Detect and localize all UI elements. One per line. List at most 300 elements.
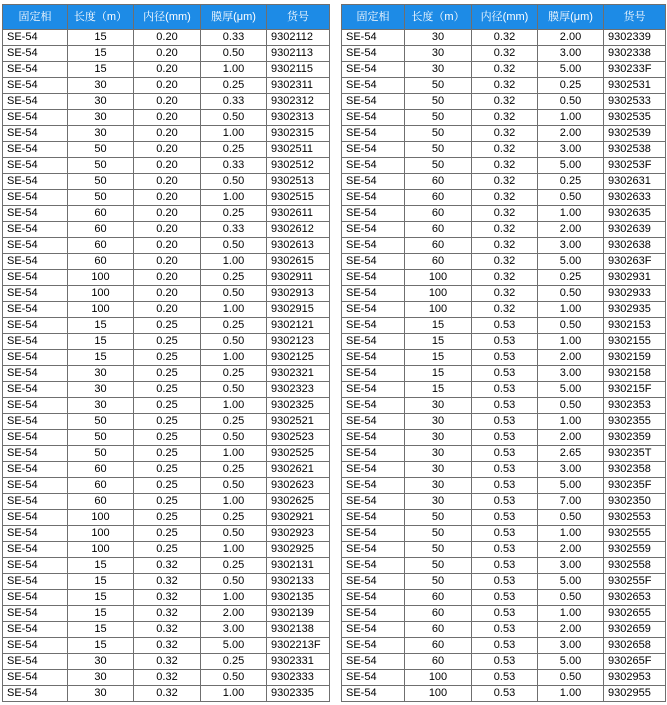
cell-stationary-phase: SE-54 [3, 238, 68, 254]
cell-stationary-phase: SE-54 [342, 590, 405, 606]
cell-stationary-phase: SE-54 [342, 414, 405, 430]
table-row [342, 206, 666, 222]
cell-catalog-number: 9302511 [267, 142, 330, 158]
table-row [342, 478, 666, 494]
cell-length: 15 [405, 350, 472, 366]
cell-length: 30 [405, 430, 472, 446]
cell-film-thickness: 0.25 [201, 510, 267, 526]
table-row [3, 30, 330, 46]
cell-catalog-number: 9302533 [604, 94, 666, 110]
cell-film-thickness: 5.00 [538, 574, 604, 590]
cell-film-thickness: 0.50 [201, 334, 267, 350]
cell-stationary-phase: SE-54 [342, 46, 405, 62]
table-row [3, 350, 330, 366]
cell-length: 30 [68, 366, 134, 382]
cell-stationary-phase: SE-54 [3, 494, 68, 510]
cell-inner-diameter: 0.53 [472, 526, 538, 542]
cell-length: 15 [68, 622, 134, 638]
cell-film-thickness: 0.50 [201, 670, 267, 686]
cell-length: 15 [68, 558, 134, 574]
header-length: 长度（m） [68, 5, 134, 30]
cell-film-thickness: 2.00 [538, 30, 604, 46]
table-row [342, 574, 666, 590]
header-stationary-phase: 固定相 [342, 5, 405, 30]
table-row [3, 318, 330, 334]
cell-catalog-number: 9302915 [267, 302, 330, 318]
cell-stationary-phase: SE-54 [342, 62, 405, 78]
cell-inner-diameter: 0.20 [134, 62, 201, 78]
table-row [342, 398, 666, 414]
table-row [3, 510, 330, 526]
cell-film-thickness: 0.50 [538, 94, 604, 110]
cell-inner-diameter: 0.32 [472, 238, 538, 254]
cell-inner-diameter: 0.20 [134, 270, 201, 286]
cell-length: 50 [405, 526, 472, 542]
cell-stationary-phase: SE-54 [3, 446, 68, 462]
cell-film-thickness: 1.00 [201, 254, 267, 270]
table-row [342, 542, 666, 558]
cell-catalog-number: 9302931 [604, 270, 666, 286]
table-row [3, 222, 330, 238]
cell-film-thickness: 0.50 [201, 286, 267, 302]
cell-length: 30 [68, 654, 134, 670]
cell-film-thickness: 1.00 [201, 494, 267, 510]
cell-film-thickness: 0.25 [201, 558, 267, 574]
cell-catalog-number: 9302633 [604, 190, 666, 206]
table-row [342, 318, 666, 334]
cell-catalog-number: 9302535 [604, 110, 666, 126]
table-row [342, 222, 666, 238]
cell-film-thickness: 0.50 [201, 574, 267, 590]
cell-film-thickness: 0.25 [201, 414, 267, 430]
cell-stationary-phase: SE-54 [3, 670, 68, 686]
table-row [3, 78, 330, 94]
cell-catalog-number: 9302512 [267, 158, 330, 174]
cell-length: 30 [405, 478, 472, 494]
cell-catalog-number: 9302338 [604, 46, 666, 62]
table-row [342, 462, 666, 478]
cell-inner-diameter: 0.25 [134, 446, 201, 462]
cell-inner-diameter: 0.25 [134, 478, 201, 494]
cell-catalog-number: 9302539 [604, 126, 666, 142]
table-row [342, 62, 666, 78]
cell-film-thickness: 5.00 [538, 478, 604, 494]
cell-film-thickness: 0.50 [538, 590, 604, 606]
cell-length: 50 [68, 190, 134, 206]
cell-film-thickness: 1.00 [538, 206, 604, 222]
cell-length: 60 [68, 222, 134, 238]
cell-catalog-number: 9302313 [267, 110, 330, 126]
table-row [342, 622, 666, 638]
cell-inner-diameter: 0.53 [472, 638, 538, 654]
table-row [342, 94, 666, 110]
cell-length: 100 [405, 670, 472, 686]
cell-stationary-phase: SE-54 [3, 62, 68, 78]
cell-inner-diameter: 0.20 [134, 110, 201, 126]
cell-film-thickness: 0.33 [201, 30, 267, 46]
table-row [3, 446, 330, 462]
cell-length: 50 [405, 126, 472, 142]
cell-film-thickness: 0.25 [538, 78, 604, 94]
cell-length: 15 [405, 334, 472, 350]
table-row [3, 110, 330, 126]
cell-length: 30 [405, 62, 472, 78]
cell-inner-diameter: 0.32 [472, 222, 538, 238]
cell-stationary-phase: SE-54 [3, 78, 68, 94]
cell-film-thickness: 7.00 [538, 494, 604, 510]
cell-film-thickness: 2.00 [538, 350, 604, 366]
cell-catalog-number: 9302615 [267, 254, 330, 270]
cell-film-thickness: 0.25 [201, 206, 267, 222]
cell-inner-diameter: 0.25 [134, 462, 201, 478]
cell-catalog-number: 9302659 [604, 622, 666, 638]
table-row [342, 270, 666, 286]
cell-stationary-phase: SE-54 [3, 478, 68, 494]
cell-catalog-number: 9302638 [604, 238, 666, 254]
cell-film-thickness: 1.00 [201, 446, 267, 462]
cell-film-thickness: 0.50 [538, 510, 604, 526]
cell-inner-diameter: 0.20 [134, 78, 201, 94]
cell-length: 60 [405, 254, 472, 270]
table-row [342, 334, 666, 350]
cell-length: 15 [405, 382, 472, 398]
cell-catalog-number: 9302131 [267, 558, 330, 574]
cell-catalog-number: 9302523 [267, 430, 330, 446]
table-row [342, 302, 666, 318]
table-row [3, 462, 330, 478]
cell-catalog-number: 9302315 [267, 126, 330, 142]
cell-catalog-number: 9302159 [604, 350, 666, 366]
cell-catalog-number: 9302513 [267, 174, 330, 190]
cell-stationary-phase: SE-54 [342, 542, 405, 558]
cell-stationary-phase: SE-54 [342, 270, 405, 286]
cell-stationary-phase: SE-54 [3, 174, 68, 190]
cell-catalog-number: 9302112 [267, 30, 330, 46]
cell-length: 60 [405, 174, 472, 190]
cell-catalog-number: 9302613 [267, 238, 330, 254]
table-row [342, 174, 666, 190]
cell-inner-diameter: 0.32 [472, 30, 538, 46]
cell-film-thickness: 2.00 [538, 542, 604, 558]
cell-stationary-phase: SE-54 [342, 606, 405, 622]
cell-film-thickness: 3.00 [201, 622, 267, 638]
cell-catalog-number: 9302923 [267, 526, 330, 542]
cell-length: 60 [68, 238, 134, 254]
cell-inner-diameter: 0.53 [472, 686, 538, 702]
table-row [3, 686, 330, 702]
cell-stationary-phase: SE-54 [342, 686, 405, 702]
cell-film-thickness: 5.00 [538, 62, 604, 78]
cell-inner-diameter: 0.32 [472, 62, 538, 78]
cell-length: 50 [68, 446, 134, 462]
cell-stationary-phase: SE-54 [3, 46, 68, 62]
cell-catalog-number: 9302311 [267, 78, 330, 94]
cell-catalog-number: 9302611 [267, 206, 330, 222]
cell-film-thickness: 2.00 [538, 622, 604, 638]
table-row [342, 350, 666, 366]
cell-catalog-number: 930265F [604, 654, 666, 670]
table-row [342, 142, 666, 158]
cell-catalog-number: 9302553 [604, 510, 666, 526]
cell-stationary-phase: SE-54 [342, 654, 405, 670]
cell-film-thickness: 0.50 [201, 526, 267, 542]
cell-inner-diameter: 0.20 [134, 158, 201, 174]
cell-film-thickness: 0.50 [201, 174, 267, 190]
cell-catalog-number: 9302933 [604, 286, 666, 302]
table-row [3, 622, 330, 638]
cell-length: 50 [405, 510, 472, 526]
cell-catalog-number: 9302213F [267, 638, 330, 654]
cell-length: 60 [405, 590, 472, 606]
cell-stationary-phase: SE-54 [342, 318, 405, 334]
table-row [3, 254, 330, 270]
cell-inner-diameter: 0.25 [134, 350, 201, 366]
cell-inner-diameter: 0.32 [134, 686, 201, 702]
cell-film-thickness: 0.25 [201, 318, 267, 334]
table-row [342, 110, 666, 126]
table-row [3, 46, 330, 62]
table-row [342, 126, 666, 142]
cell-length: 15 [68, 590, 134, 606]
table-row [3, 638, 330, 654]
cell-catalog-number: 9302155 [604, 334, 666, 350]
cell-length: 15 [68, 606, 134, 622]
table-row [342, 238, 666, 254]
cell-film-thickness: 3.00 [538, 638, 604, 654]
cell-stationary-phase: SE-54 [3, 510, 68, 526]
table-row [3, 238, 330, 254]
cell-stationary-phase: SE-54 [342, 94, 405, 110]
cell-inner-diameter: 0.32 [134, 654, 201, 670]
cell-stationary-phase: SE-54 [3, 190, 68, 206]
cell-catalog-number: 930215F [604, 382, 666, 398]
cell-catalog-number: 930233F [604, 62, 666, 78]
table-row [3, 542, 330, 558]
cell-length: 15 [405, 366, 472, 382]
cell-stationary-phase: SE-54 [342, 446, 405, 462]
cell-length: 60 [405, 622, 472, 638]
table-row [3, 606, 330, 622]
table-row [3, 478, 330, 494]
cell-catalog-number: 9302925 [267, 542, 330, 558]
cell-stationary-phase: SE-54 [3, 622, 68, 638]
cell-length: 50 [405, 574, 472, 590]
cell-inner-diameter: 0.53 [472, 462, 538, 478]
cell-film-thickness: 1.00 [201, 590, 267, 606]
cell-length: 30 [68, 686, 134, 702]
cell-catalog-number: 9302655 [604, 606, 666, 622]
cell-length: 15 [68, 350, 134, 366]
cell-stationary-phase: SE-54 [3, 254, 68, 270]
cell-catalog-number: 9302525 [267, 446, 330, 462]
cell-inner-diameter: 0.32 [472, 94, 538, 110]
cell-length: 30 [68, 94, 134, 110]
cell-stationary-phase: SE-54 [342, 622, 405, 638]
cell-catalog-number: 9302312 [267, 94, 330, 110]
cell-catalog-number: 9302355 [604, 414, 666, 430]
cell-catalog-number: 9302935 [604, 302, 666, 318]
cell-length: 60 [405, 238, 472, 254]
cell-stationary-phase: SE-54 [342, 142, 405, 158]
cell-film-thickness: 0.50 [538, 318, 604, 334]
cell-catalog-number: 9302138 [267, 622, 330, 638]
cell-inner-diameter: 0.53 [472, 446, 538, 462]
cell-inner-diameter: 0.32 [472, 110, 538, 126]
cell-film-thickness: 0.33 [201, 222, 267, 238]
table-row [342, 590, 666, 606]
cell-inner-diameter: 0.20 [134, 190, 201, 206]
cell-inner-diameter: 0.25 [134, 430, 201, 446]
cell-inner-diameter: 0.20 [134, 206, 201, 222]
cell-inner-diameter: 0.32 [472, 190, 538, 206]
table-row [3, 286, 330, 302]
cell-stationary-phase: SE-54 [3, 286, 68, 302]
table-row [342, 446, 666, 462]
cell-stationary-phase: SE-54 [3, 558, 68, 574]
product-table-left [2, 4, 330, 702]
header-length: 长度（m） [405, 5, 472, 30]
cell-film-thickness: 0.50 [538, 670, 604, 686]
table-row [3, 414, 330, 430]
cell-stationary-phase: SE-54 [342, 398, 405, 414]
cell-catalog-number: 9302911 [267, 270, 330, 286]
cell-stationary-phase: SE-54 [342, 366, 405, 382]
cell-inner-diameter: 0.53 [472, 622, 538, 638]
table-row [342, 78, 666, 94]
cell-inner-diameter: 0.25 [134, 318, 201, 334]
cell-length: 100 [68, 270, 134, 286]
cell-length: 60 [68, 206, 134, 222]
cell-film-thickness: 1.00 [201, 398, 267, 414]
cell-inner-diameter: 0.20 [134, 126, 201, 142]
cell-stationary-phase: SE-54 [342, 494, 405, 510]
cell-inner-diameter: 0.32 [472, 158, 538, 174]
cell-catalog-number: 9302139 [267, 606, 330, 622]
cell-film-thickness: 3.00 [538, 558, 604, 574]
cell-length: 100 [405, 286, 472, 302]
cell-stationary-phase: SE-54 [342, 430, 405, 446]
table-row [342, 46, 666, 62]
cell-catalog-number: 9302913 [267, 286, 330, 302]
cell-stationary-phase: SE-54 [342, 206, 405, 222]
cell-stationary-phase: SE-54 [342, 670, 405, 686]
cell-inner-diameter: 0.53 [472, 318, 538, 334]
cell-length: 100 [68, 286, 134, 302]
cell-stationary-phase: SE-54 [3, 526, 68, 542]
cell-film-thickness: 0.25 [201, 78, 267, 94]
table-row [342, 670, 666, 686]
cell-length: 60 [405, 190, 472, 206]
cell-catalog-number: 9302531 [604, 78, 666, 94]
cell-catalog-number: 9302359 [604, 430, 666, 446]
cell-catalog-number: 9302621 [267, 462, 330, 478]
cell-inner-diameter: 0.32 [472, 126, 538, 142]
cell-length: 50 [68, 414, 134, 430]
header-catalog-number: 货号 [604, 5, 666, 30]
cell-length: 15 [68, 318, 134, 334]
cell-catalog-number: 9302623 [267, 478, 330, 494]
cell-catalog-number: 930235F [604, 478, 666, 494]
cell-film-thickness: 3.00 [538, 46, 604, 62]
cell-film-thickness: 1.00 [201, 350, 267, 366]
cell-stationary-phase: SE-54 [3, 414, 68, 430]
cell-inner-diameter: 0.53 [472, 494, 538, 510]
cell-film-thickness: 0.50 [201, 382, 267, 398]
cell-stationary-phase: SE-54 [3, 398, 68, 414]
cell-stationary-phase: SE-54 [342, 382, 405, 398]
cell-length: 50 [405, 94, 472, 110]
cell-catalog-number: 9302125 [267, 350, 330, 366]
cell-film-thickness: 5.00 [538, 254, 604, 270]
cell-catalog-number: 9302339 [604, 30, 666, 46]
header-stationary-phase: 固定相 [3, 5, 68, 30]
cell-length: 60 [68, 462, 134, 478]
cell-length: 60 [405, 638, 472, 654]
cell-catalog-number: 9302325 [267, 398, 330, 414]
cell-stationary-phase: SE-54 [3, 542, 68, 558]
table-row [3, 382, 330, 398]
table-row [342, 286, 666, 302]
cell-inner-diameter: 0.53 [472, 670, 538, 686]
header-film-thickness: 膜厚(μm) [201, 5, 267, 30]
cell-catalog-number: 9302635 [604, 206, 666, 222]
cell-length: 15 [405, 318, 472, 334]
table-row [342, 158, 666, 174]
cell-film-thickness: 0.50 [538, 398, 604, 414]
cell-stationary-phase: SE-54 [342, 78, 405, 94]
cell-stationary-phase: SE-54 [3, 158, 68, 174]
cell-inner-diameter: 0.53 [472, 558, 538, 574]
cell-inner-diameter: 0.20 [134, 46, 201, 62]
cell-length: 30 [68, 126, 134, 142]
cell-film-thickness: 0.25 [201, 366, 267, 382]
cell-film-thickness: 1.00 [538, 606, 604, 622]
cell-stationary-phase: SE-54 [3, 366, 68, 382]
cell-film-thickness: 1.00 [538, 686, 604, 702]
cell-catalog-number: 9302115 [267, 62, 330, 78]
cell-length: 50 [405, 542, 472, 558]
cell-inner-diameter: 0.32 [472, 286, 538, 302]
cell-stationary-phase: SE-54 [3, 206, 68, 222]
cell-film-thickness: 3.00 [538, 238, 604, 254]
cell-inner-diameter: 0.20 [134, 142, 201, 158]
cell-inner-diameter: 0.32 [134, 638, 201, 654]
cell-stationary-phase: SE-54 [342, 574, 405, 590]
cell-film-thickness: 0.25 [201, 270, 267, 286]
cell-stationary-phase: SE-54 [342, 222, 405, 238]
cell-film-thickness: 3.00 [538, 462, 604, 478]
table-row [3, 206, 330, 222]
cell-film-thickness: 2.00 [201, 606, 267, 622]
cell-length: 60 [68, 478, 134, 494]
cell-length: 30 [405, 30, 472, 46]
cell-film-thickness: 1.00 [201, 686, 267, 702]
cell-inner-diameter: 0.53 [472, 414, 538, 430]
cell-stationary-phase: SE-54 [3, 110, 68, 126]
cell-film-thickness: 1.00 [538, 302, 604, 318]
cell-catalog-number: 9302350 [604, 494, 666, 510]
cell-stationary-phase: SE-54 [3, 126, 68, 142]
cell-stationary-phase: SE-54 [342, 158, 405, 174]
cell-length: 15 [68, 46, 134, 62]
cell-length: 100 [68, 302, 134, 318]
cell-film-thickness: 5.00 [538, 382, 604, 398]
cell-length: 60 [68, 494, 134, 510]
cell-inner-diameter: 0.53 [472, 478, 538, 494]
cell-stationary-phase: SE-54 [342, 350, 405, 366]
cell-film-thickness: 0.33 [201, 158, 267, 174]
table-row [3, 526, 330, 542]
